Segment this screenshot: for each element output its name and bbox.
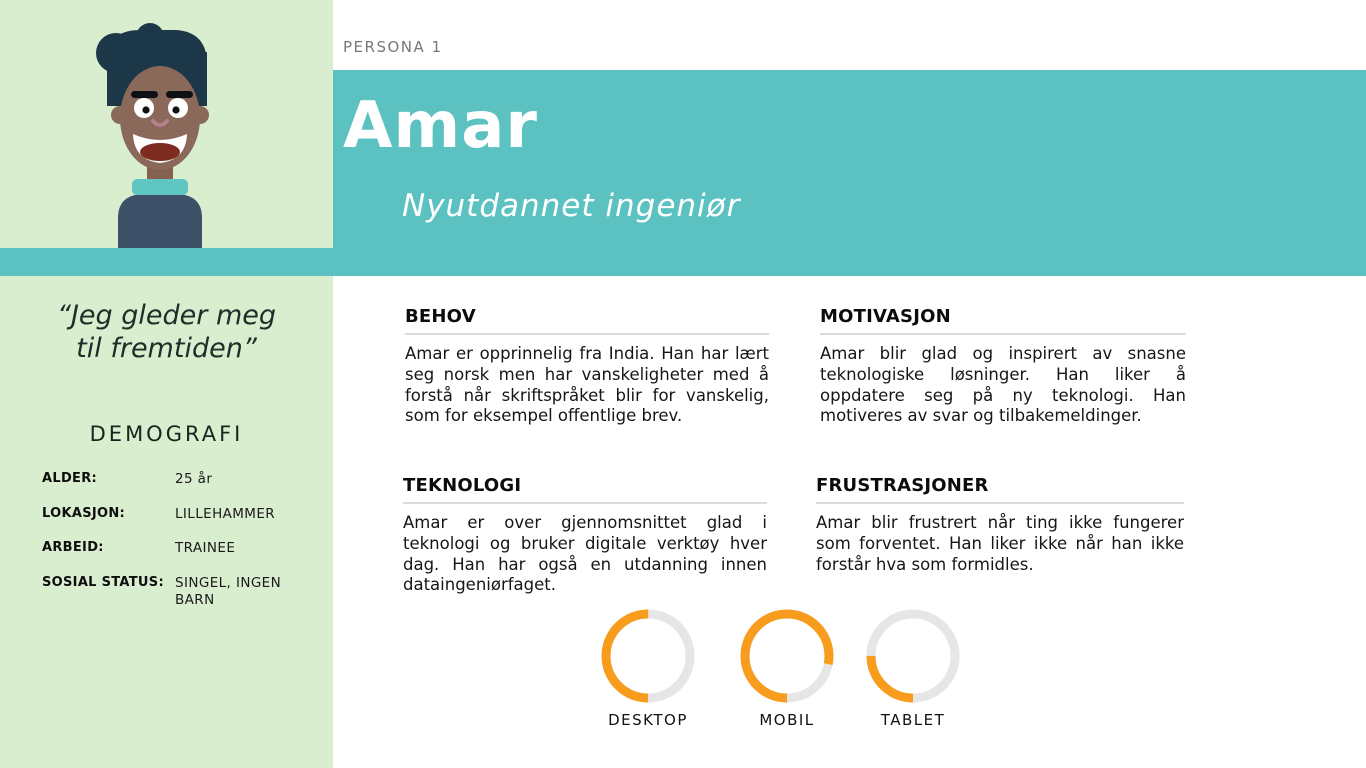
demographic-row-sosial-status [42, 575, 304, 610]
avatar-collar [132, 179, 188, 195]
usage-gauge-mobil [732, 608, 842, 729]
section-motivasjon [820, 306, 1186, 427]
main-content [333, 276, 1366, 768]
section-title: FRUSTRASJONER [816, 475, 1184, 504]
demographic-label: LOKASJON: [42, 505, 126, 521]
avatar-hair-bump [136, 23, 164, 51]
section-body: Amar blir frustrert når ting ikke fungerer som forventet. Han liker ikke når han ikke forstår hva som formidles. [816, 513, 1184, 574]
persona-avatar [0, 0, 333, 248]
demographic-label: ARBEID: [42, 540, 104, 556]
demographic-label: SOSIAL STATUS: [42, 574, 164, 590]
demographic-row-alder [42, 471, 304, 489]
section-body: Amar blir glad og inspirert av snasne teknologiske løsninger. Han liker å oppdatere seg på ny teknologi. Han motiveres av svar og tilbakemeldinger. [820, 344, 1186, 426]
demographic-label: ALDER: [42, 471, 98, 486]
device-label: DESKTOP [608, 711, 688, 729]
device-label: MOBIL [759, 711, 815, 729]
section-body: Amar er over gjennomsnittet glad i teknologi og bruker digitale verktøy hver dag. Han har også en utdanning innen dataingeniørfaget. [403, 513, 767, 595]
device-label: TABLET [880, 711, 946, 729]
section-title: BEHOV [405, 306, 769, 335]
demographic-value: LILLEHAMMER [175, 505, 276, 522]
avatar-mouth-open [140, 143, 180, 161]
avatar-pupil-right [172, 106, 179, 113]
header-banner [333, 70, 1366, 276]
persona-number-label: PERSONA 1 [343, 38, 443, 56]
section-title: MOTIVASJON [820, 306, 1186, 335]
avatar-eyebrow-left [131, 91, 158, 98]
demographic-row-arbeid [42, 540, 304, 558]
section-title: TEKNOLOGI [403, 475, 767, 504]
donut-chart [739, 608, 835, 704]
demographic-value: TRAINEE [175, 540, 236, 557]
demographic-value: SINGEL, INGEN BARN [175, 574, 282, 609]
persona-role: Nyutdannet ingeniør [402, 188, 741, 224]
persona-name: Amar [343, 89, 538, 163]
demographics-list [42, 471, 304, 627]
section-teknologi [403, 475, 767, 596]
avatar-sweater [118, 194, 202, 248]
teal-divider-stripe [0, 248, 1366, 276]
usage-gauge-tablet [858, 608, 968, 729]
section-behov [405, 306, 769, 427]
avatar-pupil-left [142, 106, 149, 113]
section-frustrasjoner [816, 475, 1184, 575]
demographic-value: 25 år [175, 471, 213, 487]
demographic-row-lokasjon [42, 506, 304, 524]
usage-gauge-desktop [593, 608, 703, 729]
sidebar [0, 0, 333, 768]
donut-chart [600, 608, 696, 704]
demographics-title: DEMOGRAFI [89, 422, 244, 446]
persona-quote: “Jeg gleder meg til fremtiden” [56, 300, 277, 364]
donut-chart [865, 608, 961, 704]
avatar-eyebrow-right [166, 91, 193, 98]
section-body: Amar er opprinnelig fra India. Han har lært seg norsk men har vanskeligheter med å forstå når skriftspråket blir for vanskelig, som for eksempel offentlige brev. [405, 344, 769, 426]
